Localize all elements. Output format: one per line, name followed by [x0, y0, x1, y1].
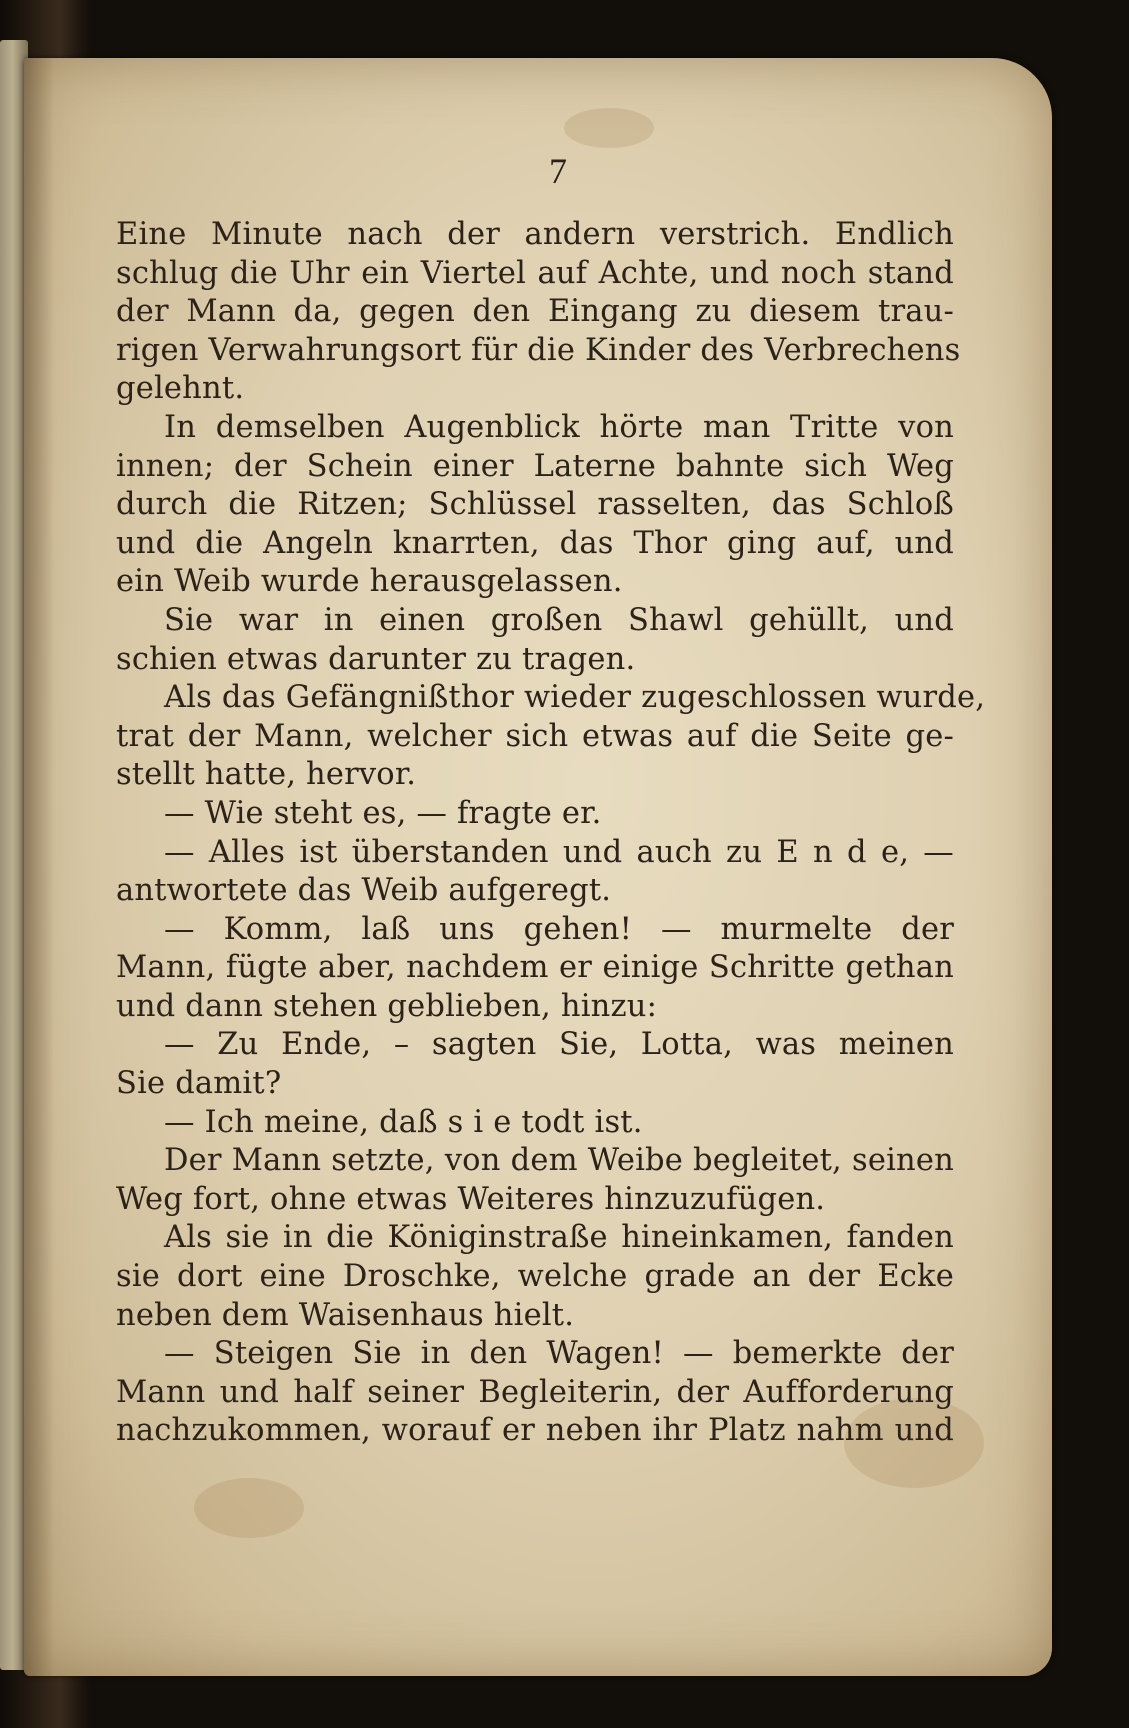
text-line: — Ich meine, daß s i e todt ist. — [164, 1104, 643, 1140]
body-text — [116, 216, 986, 1451]
book-page — [24, 58, 1052, 1676]
paper-stain — [194, 1478, 304, 1538]
text-line: und dann stehen geblieben, hinzu: — [116, 988, 658, 1024]
text-line: stellt hatte, hervor. — [116, 757, 417, 793]
text-line: der Mann da, gegen den Eingang zu diesem trau- — [116, 294, 954, 330]
text-line: rigen Verwahrungsort für die Kinder des Verbrechens — [116, 332, 961, 368]
text-line: Mann und half seiner Begleiterin, der Aufforderung — [116, 1374, 954, 1410]
text-line: Sie war in einen großen Shawl gehüllt, und — [164, 602, 954, 638]
text-line: — Komm, laß uns gehen! — murmelte der — [164, 911, 954, 947]
text-line: antwortete das Weib aufgeregt. — [116, 873, 612, 909]
text-line: innen; der Schein einer Laterne bahnte sich Weg — [116, 448, 954, 484]
text-line: gelehnt. — [116, 371, 245, 407]
text-line: sie dort eine Droschke, welche grade an der Ecke — [116, 1259, 954, 1295]
text-line: durch die Ritzen; Schlüssel rasselten, das Schloß — [116, 487, 954, 523]
text-line: — Wie steht es, — fragte er. — [164, 795, 602, 831]
paper-stain — [564, 108, 654, 148]
text-line: — Zu Ende, – sagten Sie, Lotta, was meinen — [164, 1027, 954, 1063]
text-line: Als das Gefängnißthor wieder zugeschlossen wurde, — [164, 680, 986, 716]
text-line: ein Weib wurde herausgelassen. — [116, 564, 623, 600]
text-line: Weg fort, ohne etwas Weiteres hinzuzufügen. — [116, 1181, 826, 1217]
text-line: Der Mann setzte, von dem Weibe begleitet, seinen — [164, 1143, 954, 1179]
text-line: trat der Mann, welcher sich etwas auf die Seite ge- — [116, 718, 954, 754]
text-line: und die Angeln knarrten, das Thor ging auf, und — [116, 525, 954, 561]
text-line: Mann, fügte aber, nachdem er einige Schritte gethan — [116, 950, 954, 986]
text-line: neben dem Waisenhaus hielt. — [116, 1297, 575, 1333]
text-line: Sie damit? — [116, 1066, 282, 1102]
text-line: schlug die Uhr ein Viertel auf Achte, und noch stand — [116, 255, 954, 291]
text-line: — Alles ist überstanden und auch zu E n d e, — — [164, 834, 954, 870]
page-number: 7 — [549, 151, 567, 191]
text-line: In demselben Augenblick hörte man Tritte von — [164, 409, 954, 445]
text-line: Als sie in die Königinstraße hineinkamen, fanden — [164, 1220, 954, 1256]
text-line: schien etwas darunter zu tragen. — [116, 641, 636, 677]
text-line: — Steigen Sie in den Wagen! — bemerkte der — [164, 1336, 954, 1372]
text-line: nachzukommen, worauf er neben ihr Platz nahm und — [116, 1413, 954, 1449]
text-line: Eine Minute nach der andern verstrich. Endlich — [116, 217, 954, 252]
